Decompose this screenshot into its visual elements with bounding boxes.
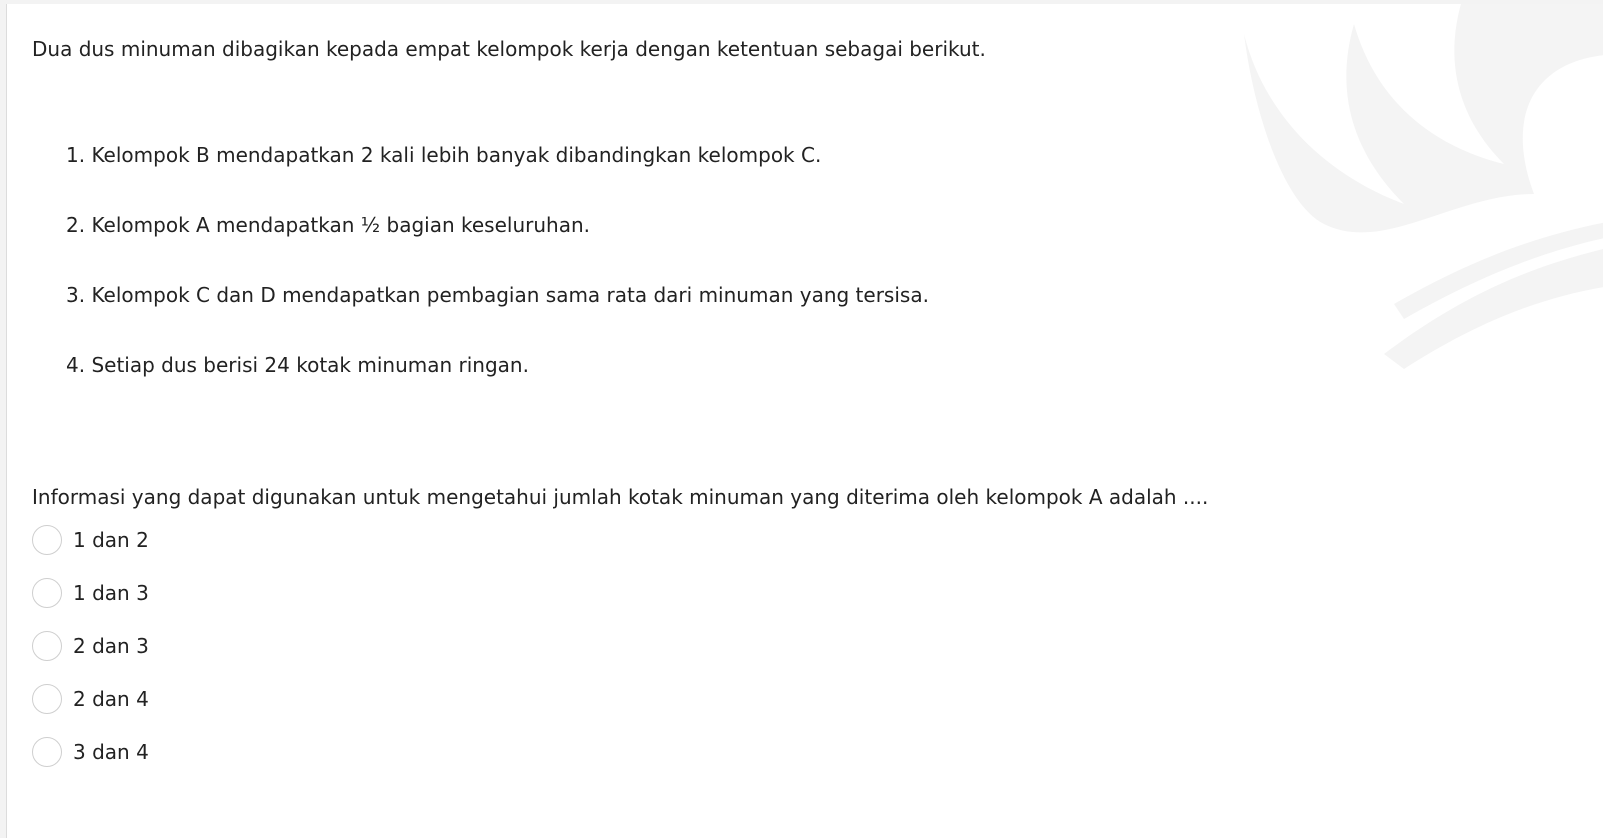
condition-item: 1. Kelompok B mendapatkan 2 kali lebih banyak dibandingkan kelompok C. <box>66 143 822 167</box>
answer-option-label: 2 dan 3 <box>73 634 149 658</box>
radio-button-icon[interactable] <box>32 578 62 608</box>
answer-option-label: 1 dan 2 <box>73 528 149 552</box>
condition-item: 2. Kelompok A mendapatkan ½ bagian keseluruhan. <box>66 213 591 237</box>
answer-option[interactable] <box>32 628 149 664</box>
condition-item: 3. Kelompok C dan D mendapatkan pembagian sama rata dari minuman yang tersisa. <box>66 283 929 307</box>
radio-button-icon[interactable] <box>32 737 62 767</box>
condition-item: 4. Setiap dus berisi 24 kotak minuman ringan. <box>66 353 529 377</box>
question-text: Informasi yang dapat digunakan untuk mengetahui jumlah kotak minuman yang diterima oleh kelompok A adalah .... <box>32 485 1209 509</box>
answer-option[interactable] <box>32 681 149 717</box>
question-panel <box>6 4 1603 838</box>
radio-button-icon[interactable] <box>32 631 62 661</box>
answer-option-label: 3 dan 4 <box>73 740 149 764</box>
answer-option-label: 2 dan 4 <box>73 687 149 711</box>
emblem-watermark-icon <box>1204 4 1603 394</box>
answer-option[interactable] <box>32 522 149 558</box>
radio-button-icon[interactable] <box>32 684 62 714</box>
radio-button-icon[interactable] <box>32 525 62 555</box>
conditions-list <box>66 140 929 420</box>
answer-options <box>32 522 149 787</box>
answer-option[interactable] <box>32 575 149 611</box>
intro-text: Dua dus minuman dibagikan kepada empat kelompok kerja dengan ketentuan sebagai berikut. <box>32 37 986 61</box>
answer-option-label: 1 dan 3 <box>73 581 149 605</box>
answer-option[interactable] <box>32 734 149 770</box>
